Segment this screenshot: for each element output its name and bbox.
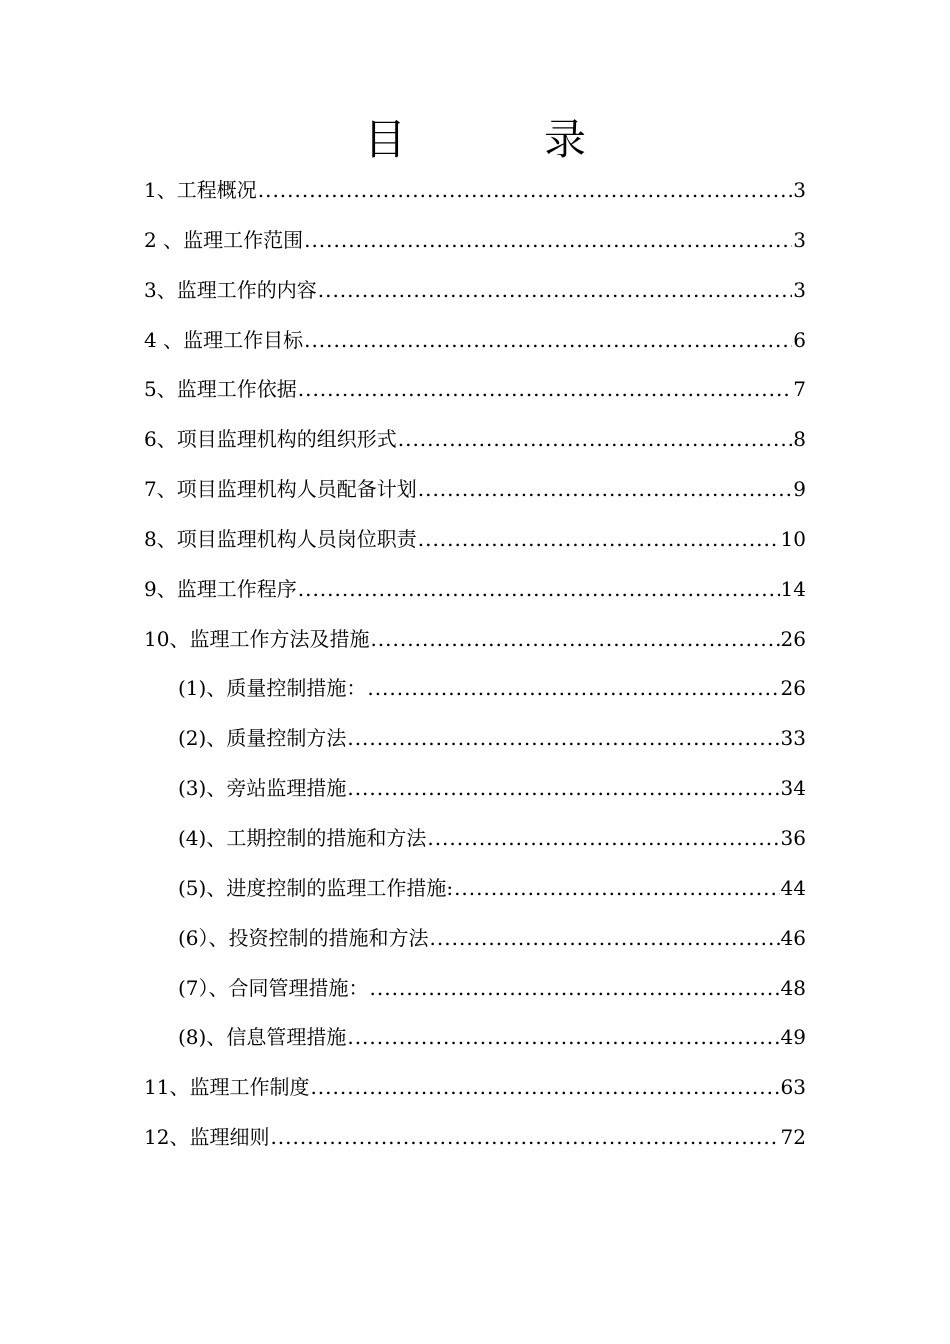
dot-leader (430, 914, 780, 964)
toc-entry-page: 34 (780, 776, 806, 801)
toc-entry-label: 5、监理工作依据 (144, 377, 297, 402)
toc-entry-page: 26 (780, 676, 806, 701)
toc-subentry-7[interactable] (144, 964, 806, 1014)
dot-leader (347, 714, 779, 764)
dot-leader (298, 365, 793, 415)
toc-entry-label: (2)、质量控制方法 (178, 726, 347, 751)
toc-entry-page: 26 (780, 626, 806, 651)
dot-leader (310, 1063, 779, 1113)
toc-entry-7[interactable] (144, 465, 806, 515)
dot-leader (304, 316, 792, 366)
dot-leader (427, 814, 779, 864)
toc-entry-4[interactable] (144, 316, 806, 366)
toc-entry-page: 3 (793, 227, 806, 252)
toc-entry-6[interactable] (144, 415, 806, 465)
toc-entry-label: 10、监理工作方法及措施 (144, 626, 370, 651)
dot-leader (370, 615, 779, 665)
toc-entry-page: 3 (793, 277, 806, 302)
toc-entry-5[interactable] (144, 365, 806, 415)
toc-entry-page: 9 (793, 477, 806, 502)
toc-entry-11[interactable] (144, 1063, 806, 1113)
toc-entry-page: 46 (780, 925, 806, 950)
toc-entry-label: 12、监理细则 (144, 1125, 270, 1150)
toc-entry-page: 72 (780, 1125, 806, 1150)
toc-entry-label: 11、监理工作制度 (144, 1075, 310, 1100)
toc-entry-page: 49 (780, 1025, 806, 1050)
dot-leader (318, 266, 793, 316)
toc-entry-page: 14 (780, 576, 806, 601)
toc-entry-12[interactable] (144, 1113, 806, 1163)
toc-subentry-3[interactable] (144, 764, 806, 814)
toc-entry-label: (1)、质量控制措施： (178, 676, 367, 701)
toc-entry-3[interactable] (144, 266, 806, 316)
toc-entry-2[interactable] (144, 216, 806, 266)
toc-entry-label: (3)、旁站监理措施 (178, 776, 347, 801)
dot-leader (347, 1013, 779, 1063)
toc-subentry-6[interactable] (144, 914, 806, 964)
dot-leader (298, 565, 780, 615)
dot-leader (347, 764, 779, 814)
toc-entry-label: (7）、合同管理措施： (178, 975, 369, 1000)
toc-entry-page: 36 (780, 825, 806, 850)
toc-entry-10[interactable] (144, 615, 806, 665)
toc-entry-label: (4)、工期控制的措施和方法 (178, 825, 427, 850)
toc-entry-label: 2 、监理工作范围 (144, 227, 304, 252)
toc-entry-label: 4 、监理工作目标 (144, 327, 304, 352)
toc-entry-page: 7 (793, 377, 806, 402)
toc-subentry-4[interactable] (144, 814, 806, 864)
toc-entry-label: 8、项目监理机构人员岗位职责 (144, 526, 417, 551)
dot-leader (270, 1113, 779, 1163)
toc-subentry-8[interactable] (144, 1013, 806, 1063)
toc-entry-page: 3 (793, 178, 806, 202)
toc-entry-label: 6、项目监理机构的组织形式 (144, 427, 397, 452)
dot-leader (398, 415, 793, 465)
dot-leader (304, 216, 792, 266)
toc-entry-page: 33 (780, 726, 806, 751)
dot-leader (418, 515, 780, 565)
toc-entry-9[interactable] (144, 565, 806, 615)
toc-entry-label: 1、工程概况 (144, 178, 257, 202)
toc-entry-label: 9、监理工作程序 (144, 576, 297, 601)
toc-entry-page: 63 (780, 1075, 806, 1100)
dot-leader (258, 166, 793, 216)
toc-entry-page: 10 (780, 526, 806, 551)
toc-entry-label: 3、监理工作的内容 (144, 277, 317, 302)
toc-subentry-5[interactable] (144, 864, 806, 914)
toc-subentry-2[interactable] (144, 714, 806, 764)
toc-title: 目 录 (363, 115, 634, 164)
toc-entry-page: 48 (780, 975, 806, 1000)
dot-leader (454, 864, 779, 914)
toc-entry-page: 6 (793, 327, 806, 352)
toc-entry-8[interactable] (144, 515, 806, 565)
toc-entry-label: 7、项目监理机构人员配备计划 (144, 477, 417, 502)
dot-leader (367, 664, 779, 714)
dot-leader (370, 964, 780, 1014)
toc-list (144, 166, 806, 1163)
toc-subentry-1[interactable] (144, 664, 806, 714)
toc-entry-page: 44 (780, 875, 806, 900)
toc-entry-label: (6）、投资控制的措施和方法 (178, 925, 429, 950)
toc-entry-label: (8)、信息管理措施 (178, 1025, 347, 1050)
dot-leader (418, 465, 793, 515)
toc-entry-page: 8 (793, 427, 806, 452)
toc-entry-label: (5)、进度控制的监理工作措施: (178, 875, 454, 900)
toc-entry-1[interactable] (144, 166, 806, 216)
